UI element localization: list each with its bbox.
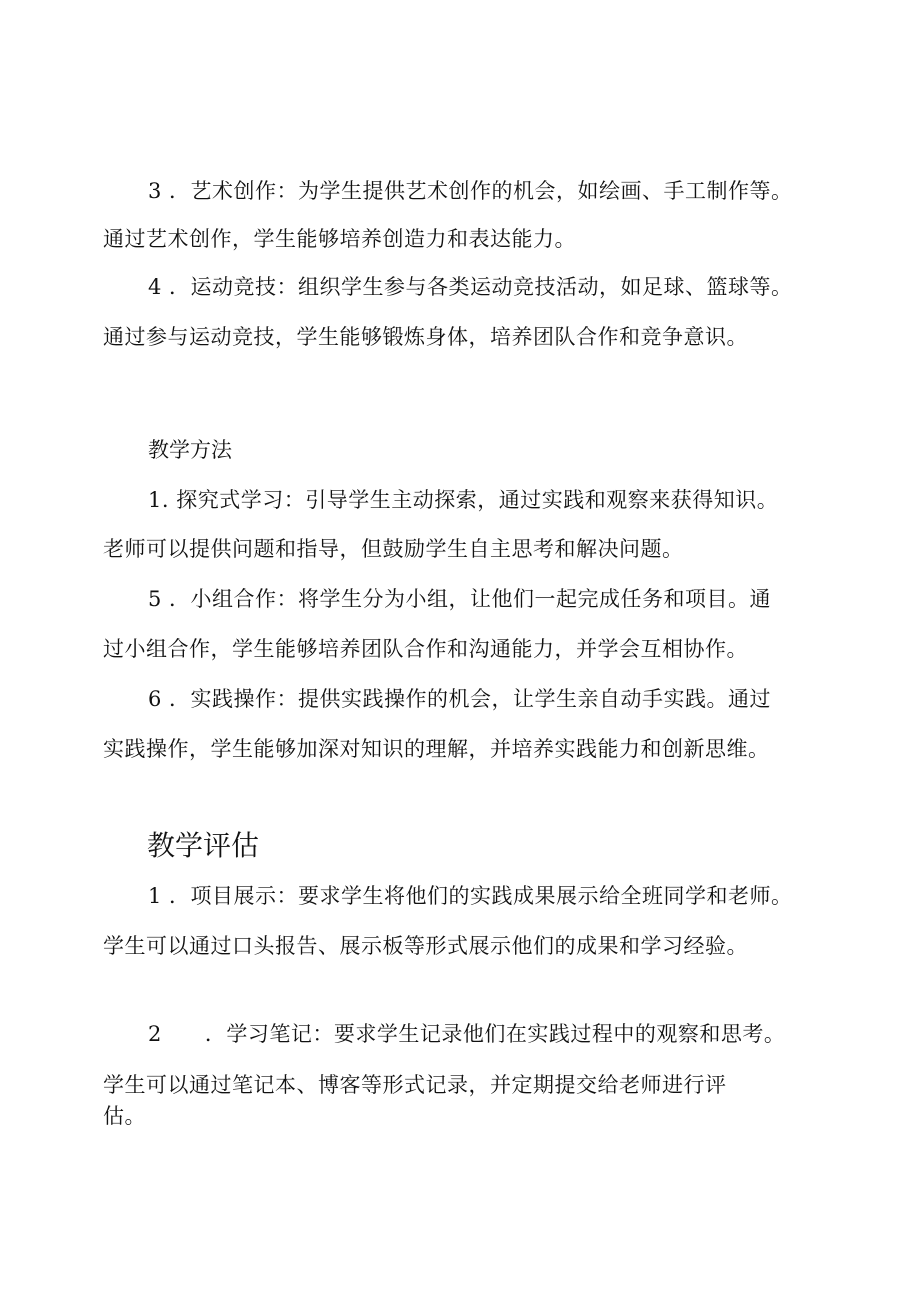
activity-3-line-2: 通过艺术创作，学生能够培养创造力和表达能力。 bbox=[103, 227, 576, 251]
method-6-line-2: 实践操作，学生能够加深对知识的理解，并培养实践能力和创新思维。 bbox=[103, 737, 770, 761]
evaluation-2-line-3: 估。 bbox=[103, 1104, 146, 1128]
method-5-line-2: 过小组合作，学生能够培养团队合作和沟通能力，并学会互相协作。 bbox=[103, 637, 748, 661]
activity-4-line-1: 4 ．运动竞技：组织学生参与各类运动竞技活动，如足球、篮球等。 bbox=[148, 275, 793, 299]
activity-3-line-1: 3 ．艺术创作：为学生提供艺术创作的机会，如绘画、手工制作等。 bbox=[148, 179, 793, 203]
methods-heading: 教学方法 bbox=[148, 438, 232, 462]
method-1-line-2: 老师可以提供问题和指导，但鼓励学生自主思考和解决问题。 bbox=[103, 537, 684, 561]
evaluation-heading: 教学评估 bbox=[147, 829, 260, 862]
evaluation-2-line-1: 2 ．学习笔记：要求学生记录他们在实践过程中的观察和思考。 bbox=[148, 1022, 786, 1046]
method-5-line-1: 5 ．小组合作：将学生分为小组，让他们一起完成任务和项目。通 bbox=[148, 587, 772, 611]
evaluation-1-line-1: 1 ．项目展示：要求学生将他们的实践成果展示给全班同学和老师。 bbox=[148, 884, 793, 908]
method-1-line-1: 1. 探究式学习：引导学生主动探索，通过实践和观察来获得知识。 bbox=[148, 488, 779, 512]
evaluation-2-line-2: 学生可以通过笔记本、博客等形式记录，并定期提交给老师进行评 bbox=[103, 1073, 727, 1097]
activity-4-line-2: 通过参与运动竞技，学生能够锻炼身体，培养团队合作和竞争意识。 bbox=[103, 325, 748, 349]
evaluation-1-line-2: 学生可以通过口头报告、展示板等形式展示他们的成果和学习经验。 bbox=[103, 934, 748, 958]
method-6-line-1: 6 ．实践操作：提供实践操作的机会，让学生亲自动手实践。通过 bbox=[148, 687, 772, 711]
